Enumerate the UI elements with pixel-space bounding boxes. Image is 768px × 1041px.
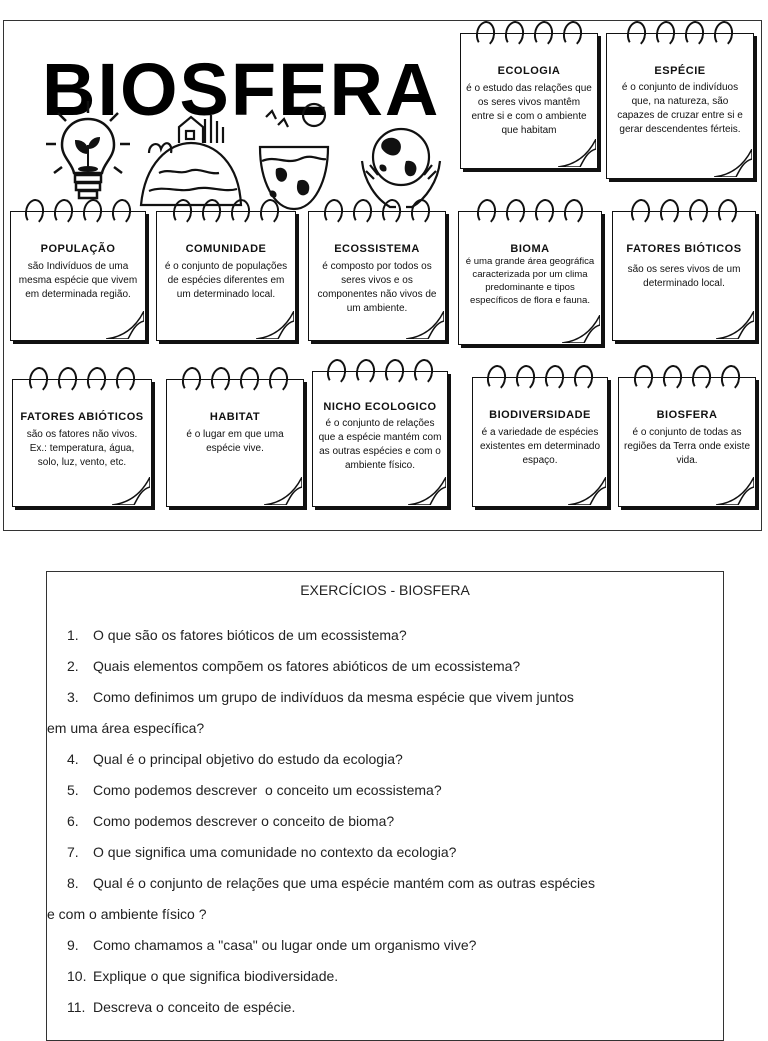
- card-fatores-bioticos: [612, 199, 756, 341]
- question-number: 5.: [67, 782, 79, 798]
- hands-holding-earth-icon: [356, 121, 446, 211]
- question-item: [67, 806, 703, 837]
- earth-village-icon: [139, 113, 244, 208]
- question-number: 8.: [67, 875, 79, 891]
- question-item: [67, 651, 703, 682]
- card-biosfera: [618, 365, 756, 507]
- question-item: [67, 961, 703, 992]
- card-nicho-ecologico: [312, 359, 448, 507]
- card-heading: FATORES ABIÓTICOS: [20, 411, 144, 423]
- card-comunidade: [156, 199, 296, 341]
- question-text: Como definimos um grupo de indivíduos da mesma espécie que vivem juntos: [93, 689, 574, 705]
- spiral-rings-icon: [458, 199, 602, 229]
- page-curl-icon: [408, 477, 446, 505]
- card-ecossistema: [308, 199, 446, 341]
- card-especie: [606, 21, 754, 179]
- card-body: é o estudo das relações que os seres vivos mantêm entre si e com o ambiente que habitam: [466, 83, 592, 136]
- spiral-rings-icon: [156, 199, 296, 229]
- card-body: são os fatores não vivos. Ex.: temperatura, água, solo, luz, vento, etc.: [26, 429, 138, 468]
- spiral-rings-icon: [166, 367, 304, 397]
- spiral-rings-icon: [12, 367, 152, 397]
- card-body: é o conjunto de indivíduos que, na natureza, são capazes de cruzar entre si e gerar descendentes férteis.: [617, 82, 743, 135]
- card-body: é o conjunto de todas as regiões da Terra onde existe vida.: [624, 427, 751, 466]
- question-item: [67, 682, 703, 713]
- page-curl-icon: [106, 311, 144, 339]
- question-list: [47, 620, 703, 1023]
- page-curl-icon: [714, 149, 752, 177]
- card-heading: BIOSFERA: [656, 409, 718, 421]
- question-continuation: e com o ambiente físico ?: [47, 906, 207, 922]
- question-continuation: em uma área específica?: [47, 720, 205, 736]
- card-heading: BIOMA: [510, 243, 550, 255]
- question-text: Como podemos descrever o conceito um ecossistema?: [93, 782, 442, 798]
- water-globe-icon: [256, 101, 331, 213]
- question-number: 11.: [67, 999, 86, 1015]
- page-curl-icon: [406, 311, 444, 339]
- poster-panel: [3, 20, 762, 531]
- page-curl-icon: [256, 311, 294, 339]
- card-body: é o lugar em que uma espécie vive.: [186, 429, 284, 454]
- card-bioma: [458, 199, 602, 345]
- question-text: Descreva o conceito de espécie.: [93, 999, 296, 1015]
- card-fatores-abioticos: [12, 367, 152, 507]
- spiral-rings-icon: [308, 199, 446, 229]
- spiral-rings-icon: [10, 199, 146, 229]
- card-body: são Indivíduos de uma mesma espécie que vivem em determinada região.: [18, 261, 138, 300]
- card-habitat: [166, 367, 304, 507]
- question-text: Quais elementos compõem os fatores abióticos de um ecossistema?: [93, 658, 521, 674]
- question-text: Qual é o conjunto de relações que uma espécie mantém com as outras espécies: [93, 875, 595, 891]
- card-body: é composto por todos os seres vivos e os componentes não vivos de um ambiente.: [317, 261, 437, 314]
- spiral-rings-icon: [312, 359, 448, 389]
- question-text: O que são os fatores bióticos de um ecossistema?: [93, 627, 407, 643]
- exercise-title: EXERCÍCIOS - BIOSFERA: [300, 582, 470, 598]
- question-number: 1.: [67, 627, 79, 643]
- spiral-rings-icon: [612, 199, 756, 229]
- page-curl-icon: [264, 477, 302, 505]
- question-number: 6.: [67, 813, 79, 829]
- card-heading: BIODIVERSIDADE: [489, 409, 591, 421]
- card-body: é uma grande área geográfica caracterizada por um clima predominante e tipos específicos de flora e fauna.: [465, 256, 595, 306]
- spiral-rings-icon: [606, 21, 754, 51]
- page-curl-icon: [716, 477, 754, 505]
- question-item: [67, 868, 703, 899]
- question-number: 7.: [67, 844, 79, 860]
- lightbulb-plant-icon: [44, 99, 132, 209]
- card-populacao: [10, 199, 146, 341]
- page-curl-icon: [716, 311, 754, 339]
- card-heading: HABITAT: [209, 411, 261, 423]
- card-body: é o conjunto de populações de espécies diferentes em um determinado local.: [164, 261, 288, 300]
- card-heading: ECOLOGIA: [497, 65, 561, 77]
- question-item: [67, 775, 703, 806]
- card-heading: ESPÉCIE: [654, 65, 706, 77]
- exercise-sheet: [46, 571, 724, 1041]
- page-curl-icon: [558, 139, 596, 167]
- question-text: Explique o que significa biodiversidade.: [93, 968, 339, 984]
- question-item: [67, 837, 703, 868]
- page-curl-icon: [568, 477, 606, 505]
- card-body: são os seres vivos de um determinado local.: [627, 264, 741, 289]
- page-curl-icon: [562, 315, 600, 343]
- question-number: 10.: [67, 968, 87, 984]
- card-heading: ECOSSISTEMA: [334, 243, 420, 255]
- question-text: O que significa uma comunidade no contexto da ecologia?: [93, 844, 457, 860]
- question-item: [67, 620, 703, 651]
- card-biodiversidade: [472, 365, 608, 507]
- spiral-rings-icon: [472, 365, 608, 395]
- question-number: 4.: [67, 751, 79, 767]
- spiral-rings-icon: [618, 365, 756, 395]
- poster-title: BIOSFERA: [42, 48, 441, 131]
- spiral-rings-icon: [460, 21, 598, 51]
- card-heading: POPULAÇÃO: [40, 243, 116, 255]
- question-number: 9.: [67, 937, 79, 953]
- card-ecologia: [460, 21, 598, 169]
- card-body: é o conjunto de relações que a espécie mantém com as outras espécies e com o ambiente físico.: [318, 418, 442, 471]
- question-text: Como chamamos a "casa" ou lugar onde um organismo vive?: [93, 937, 477, 953]
- question-item: [67, 930, 703, 961]
- question-item: [67, 744, 703, 775]
- card-heading: NICHO ECOLOGICO: [323, 401, 437, 413]
- question-number: 2.: [67, 658, 79, 674]
- question-text: Qual é o principal objetivo do estudo da ecologia?: [93, 751, 403, 767]
- question-text: Como podemos descrever o conceito de bioma?: [93, 813, 395, 829]
- card-body: é a variedade de espécies existentes em determinado espaço.: [479, 427, 601, 466]
- card-heading: COMUNIDADE: [185, 243, 267, 255]
- card-heading: FATORES BIÓTICOS: [626, 243, 742, 255]
- page-curl-icon: [112, 477, 150, 505]
- question-item: [67, 992, 703, 1023]
- question-number: 3.: [67, 689, 79, 705]
